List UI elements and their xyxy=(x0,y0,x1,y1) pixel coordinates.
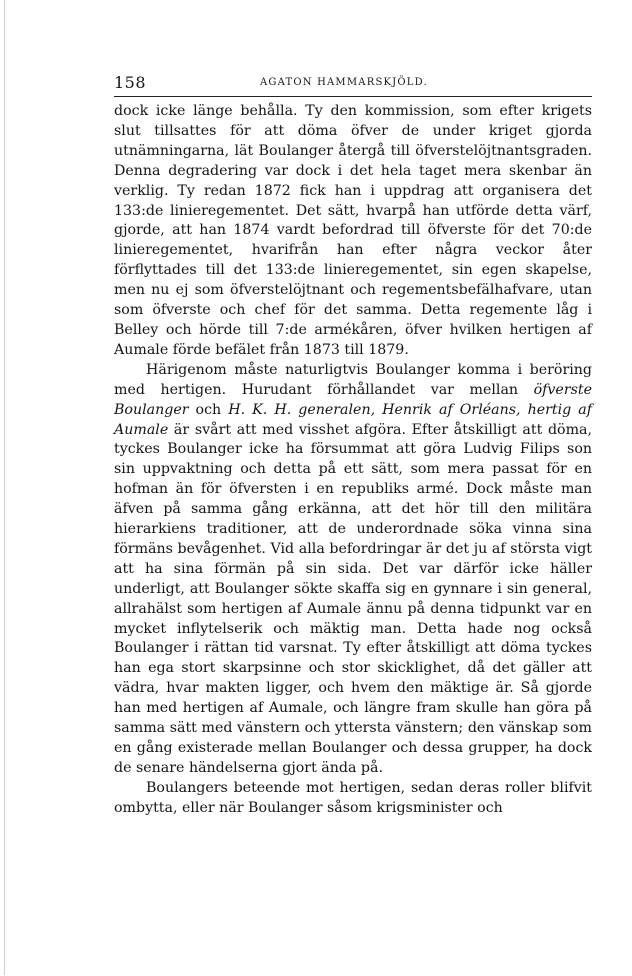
running-head: AGATON HAMMARSKJÖLD. xyxy=(260,77,428,88)
paragraph xyxy=(114,779,592,819)
paragraph-text: Härigenom måste naturligtvis Boulanger komma i beröring med hertigen. Hurudant förhållandet var mellan xyxy=(114,361,592,398)
italic-name: H. K. H. generalen, Henrik af Orléans, hertig af Aumale xyxy=(114,401,592,438)
header-rule xyxy=(114,96,592,97)
italic-name: öfverste Boulanger xyxy=(114,381,592,418)
page-edge-line xyxy=(4,0,5,975)
paragraph-text: dock icke länge behålla. Ty den kommission, som efter krigets slut tillsattes för att döma öfver de under kriget gjorda utnämningarna, lät Boulanger återgå till öfverstelöjtnantsgraden. Denna degradering var dock i det hela taget mera skenbar än verklig. Ty redan 1872 fick han i uppdrag att organisera det 133:de linieregementet. Det sätt, hvarpå han utförde detta värf, gjorde, att han 1874 vardt befordrad till öfverste för det 70:de linieregementet, hvarifrån han efter några veckor åter förflyttades till det 133:de linieregementet, sin egen skapelse, men nu ej som öfverstelöjtnant och regementsbefälhafvare, utan som öfverste och chef för det samma. Detta regemente låg i Belley och hörde till 7:de armékåren, öfver hvilken hertigen af Aumale förde befälet från 1873 till 1879. xyxy=(114,103,592,358)
page-number: 158 xyxy=(114,73,147,92)
paragraph-text: Boulangers beteende mot hertigen, sedan deras roller blifvit ombytta, eller när Boulanger såsom krigsminister och xyxy=(114,779,592,816)
paragraph xyxy=(114,102,592,361)
paragraph-text: och xyxy=(188,401,229,418)
paragraph-text: är svårt att med visshet afgöra. Efter åtskilligt att döma, tyckes Boulanger icke ha försummat att göra Ludvig Filips son sin uppvaktning och detta på ett sätt, som mera passat för en hofman än för öfversten i en republiks armé. Dock måste man äfven på samma gång erkänna, att det hör till den militära hierarkiens traditioner, att de underordnade söka vinna sina förmäns bevågenhet. Vid alla befordringar är det ju af största vigt att ha sina förmän på sin sida. Det var därför icke häller underligt, att Boulanger sökte skaffa sig en gynnare i sin general, allrahälst som hertigen af Aumale ännu på denna tidpunkt var en mycket inflytelserik och mäktig man. Detta hade nog också Boulanger i rättan tid varsnat. Ty efter åtskilligt att döma tyckes han ega stort skarpsinne och stor skicklighet, då det gäller att vädra, hvar makten ligger, och hvem den mäktige är. Så gjorde han med hertigen af Aumale, och längre fram skulle han göra på samma sätt med vänstern och yttersta vänstern; den vänskap som en gång existerade mellan Boulanger och dessa grupper, ha dock de senare händelserna gjort ända på. xyxy=(114,421,592,776)
page-header xyxy=(114,73,594,97)
paragraph xyxy=(114,361,592,779)
body-text xyxy=(114,102,592,819)
